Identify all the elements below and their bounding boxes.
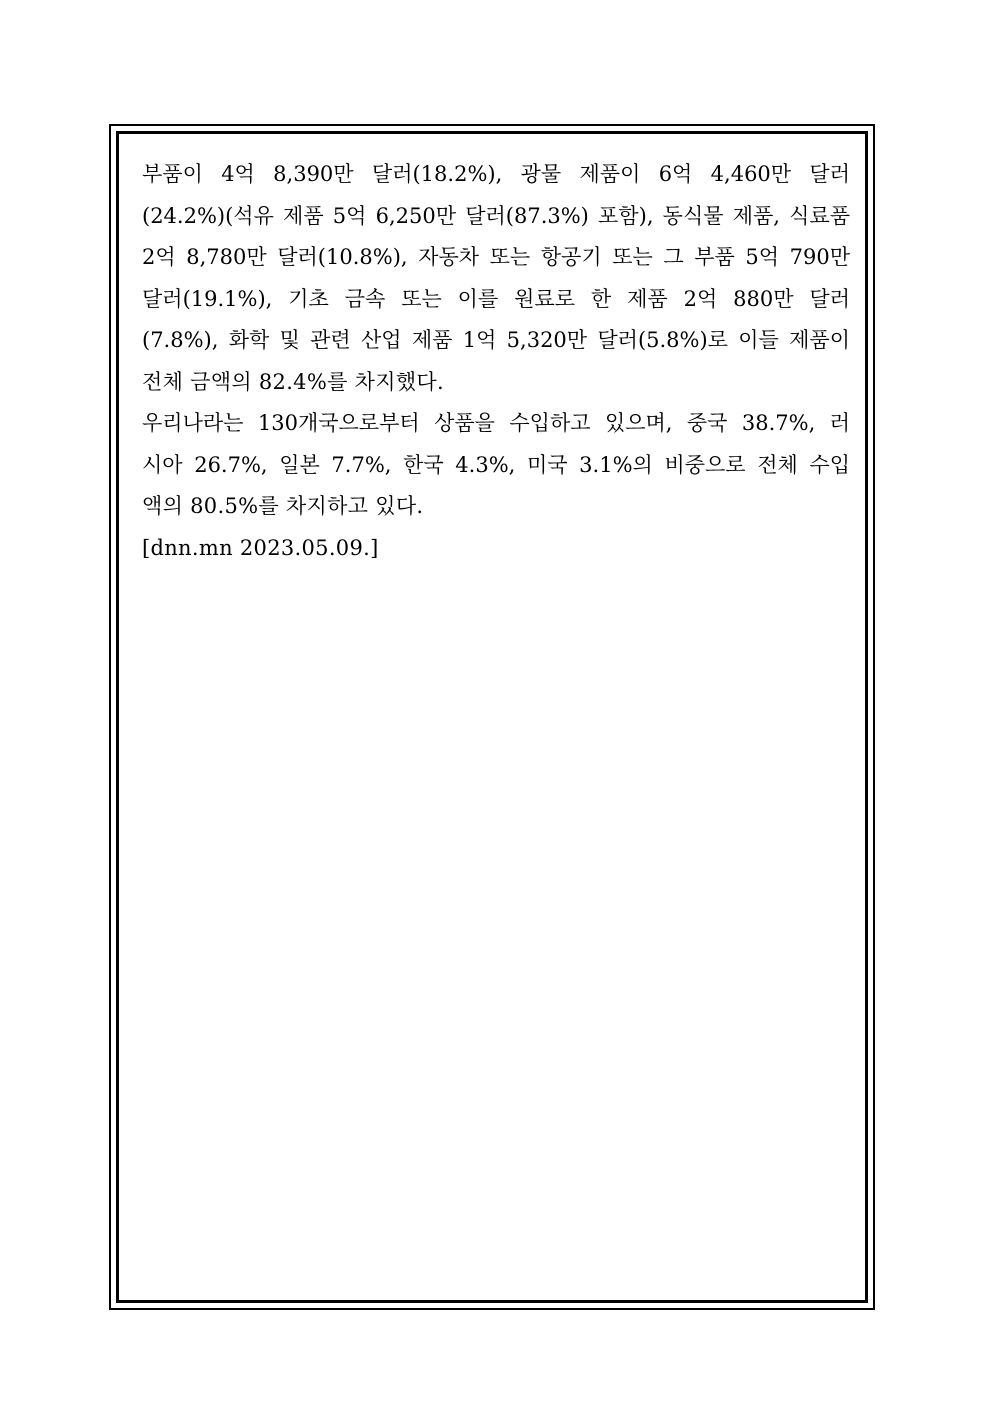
- body-line: 시아 26.7%, 일본 7.7%, 한국 4.3%, 미국 3.1%의 비중으로 전체 수입: [142, 452, 850, 477]
- body-line: 2억 8,780만 달러(10.8%), 자동차 또는 항공기 또는 그 부품 5억 790만: [142, 245, 850, 269]
- body-line: (7.8%), 화학 및 관련 산업 제품 1억 5,320만 달러(5.8%)로 이들 제품이: [142, 328, 850, 352]
- body-line: 액의 80.5%를 차지하고 있다.: [142, 494, 424, 518]
- body-line: 달러(19.1%), 기초 금속 또는 이를 원료로 한 제품 2억 880만 달러: [142, 286, 850, 311]
- body-line: (24.2%)(석유 제품 5억 6,250만 달러(87.3%) 포함), 동식물 제품, 식료품: [142, 203, 850, 228]
- document-body: [142, 154, 850, 569]
- body-line: 전체 금액의 82.4%를 차지했다.: [142, 369, 444, 394]
- body-line: 부품이 4억 8,390만 달러(18.2%), 광물 제품이 6억 4,460만 달러: [142, 162, 850, 186]
- source-citation: [dnn.mn 2023.05.09.]: [142, 535, 379, 560]
- body-line: 우리나라는 130개국으로부터 상품을 수입하고 있으며, 중국 38.7%, 러: [142, 411, 850, 435]
